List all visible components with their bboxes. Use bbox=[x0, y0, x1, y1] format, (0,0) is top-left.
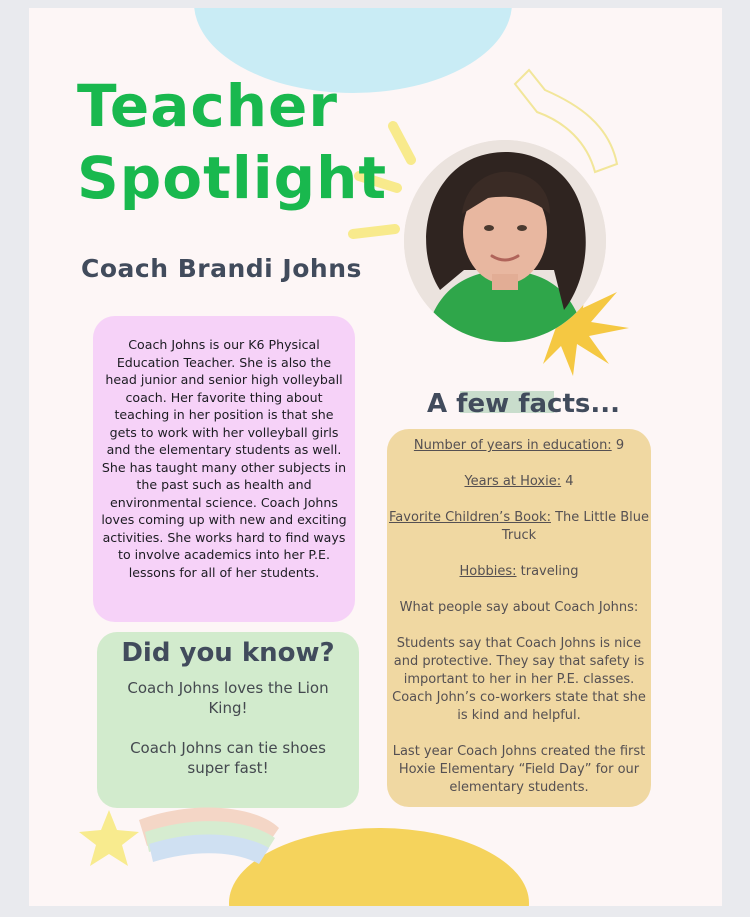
fact-value: 4 bbox=[561, 474, 574, 489]
fact-value: traveling bbox=[516, 564, 579, 579]
fact-item bbox=[387, 473, 651, 491]
did-you-know-card bbox=[97, 632, 359, 808]
did-you-know-heading: Did you know? bbox=[121, 638, 335, 668]
fact-value: The Little Blue Truck bbox=[501, 510, 649, 543]
testimonial-paragraph: Students say that Coach Johns is nice and protective. They say that safety is important to her in her P.E. classes. Coach John’s co-workers state that she is kind and helpful. bbox=[392, 636, 646, 723]
bio-text: Coach Johns is our K6 Physical Education Teacher. She is also the head junior and senior high volleyball coach. Her favorite thing about teaching in her position is that she gets to work with her volleyball girls and the elementary students as well. She has taught many other subjects in the past such as health and environmental science. Coach Johns loves coming up with new and exciting activities. She works hard to find ways to involve academics into her P.E. lessons for all of her students. bbox=[101, 337, 347, 580]
portrait-illustration bbox=[404, 140, 606, 342]
testimonial-paragraph: Last year Coach Johns created the first Hoxie Elementary “Field Day” for our elementary students. bbox=[392, 744, 646, 795]
fact-label: Number of years in education: bbox=[413, 438, 612, 453]
shooting-star-icon bbox=[79, 798, 289, 898]
did-you-know-fact: Coach Johns loves the Lion King! bbox=[127, 679, 329, 717]
title-line-2: Spotlight bbox=[77, 144, 388, 212]
what-people-say-heading: What people say about Coach Johns: bbox=[399, 600, 639, 615]
fact-label: Hobbies: bbox=[459, 564, 517, 579]
did-you-know-fact: Coach Johns can tie shoes super fast! bbox=[130, 739, 326, 777]
fact-label: Favorite Children’s Book: bbox=[389, 510, 551, 525]
facts-heading: A few facts... bbox=[427, 389, 620, 419]
facts-card bbox=[387, 429, 651, 807]
title-line-1: Teacher bbox=[77, 72, 338, 140]
fact-label: Years at Hoxie: bbox=[464, 474, 562, 489]
fact-value: 9 bbox=[611, 438, 625, 453]
fact-item bbox=[387, 437, 651, 455]
bio-card bbox=[93, 316, 355, 622]
coach-name: Coach Brandi Johns bbox=[81, 254, 362, 283]
flyer-page bbox=[29, 8, 722, 906]
coach-photo bbox=[404, 140, 606, 342]
fact-item bbox=[387, 509, 651, 545]
facts-heading-block bbox=[427, 391, 627, 431]
fact-item bbox=[387, 563, 651, 581]
page-title bbox=[77, 70, 387, 214]
